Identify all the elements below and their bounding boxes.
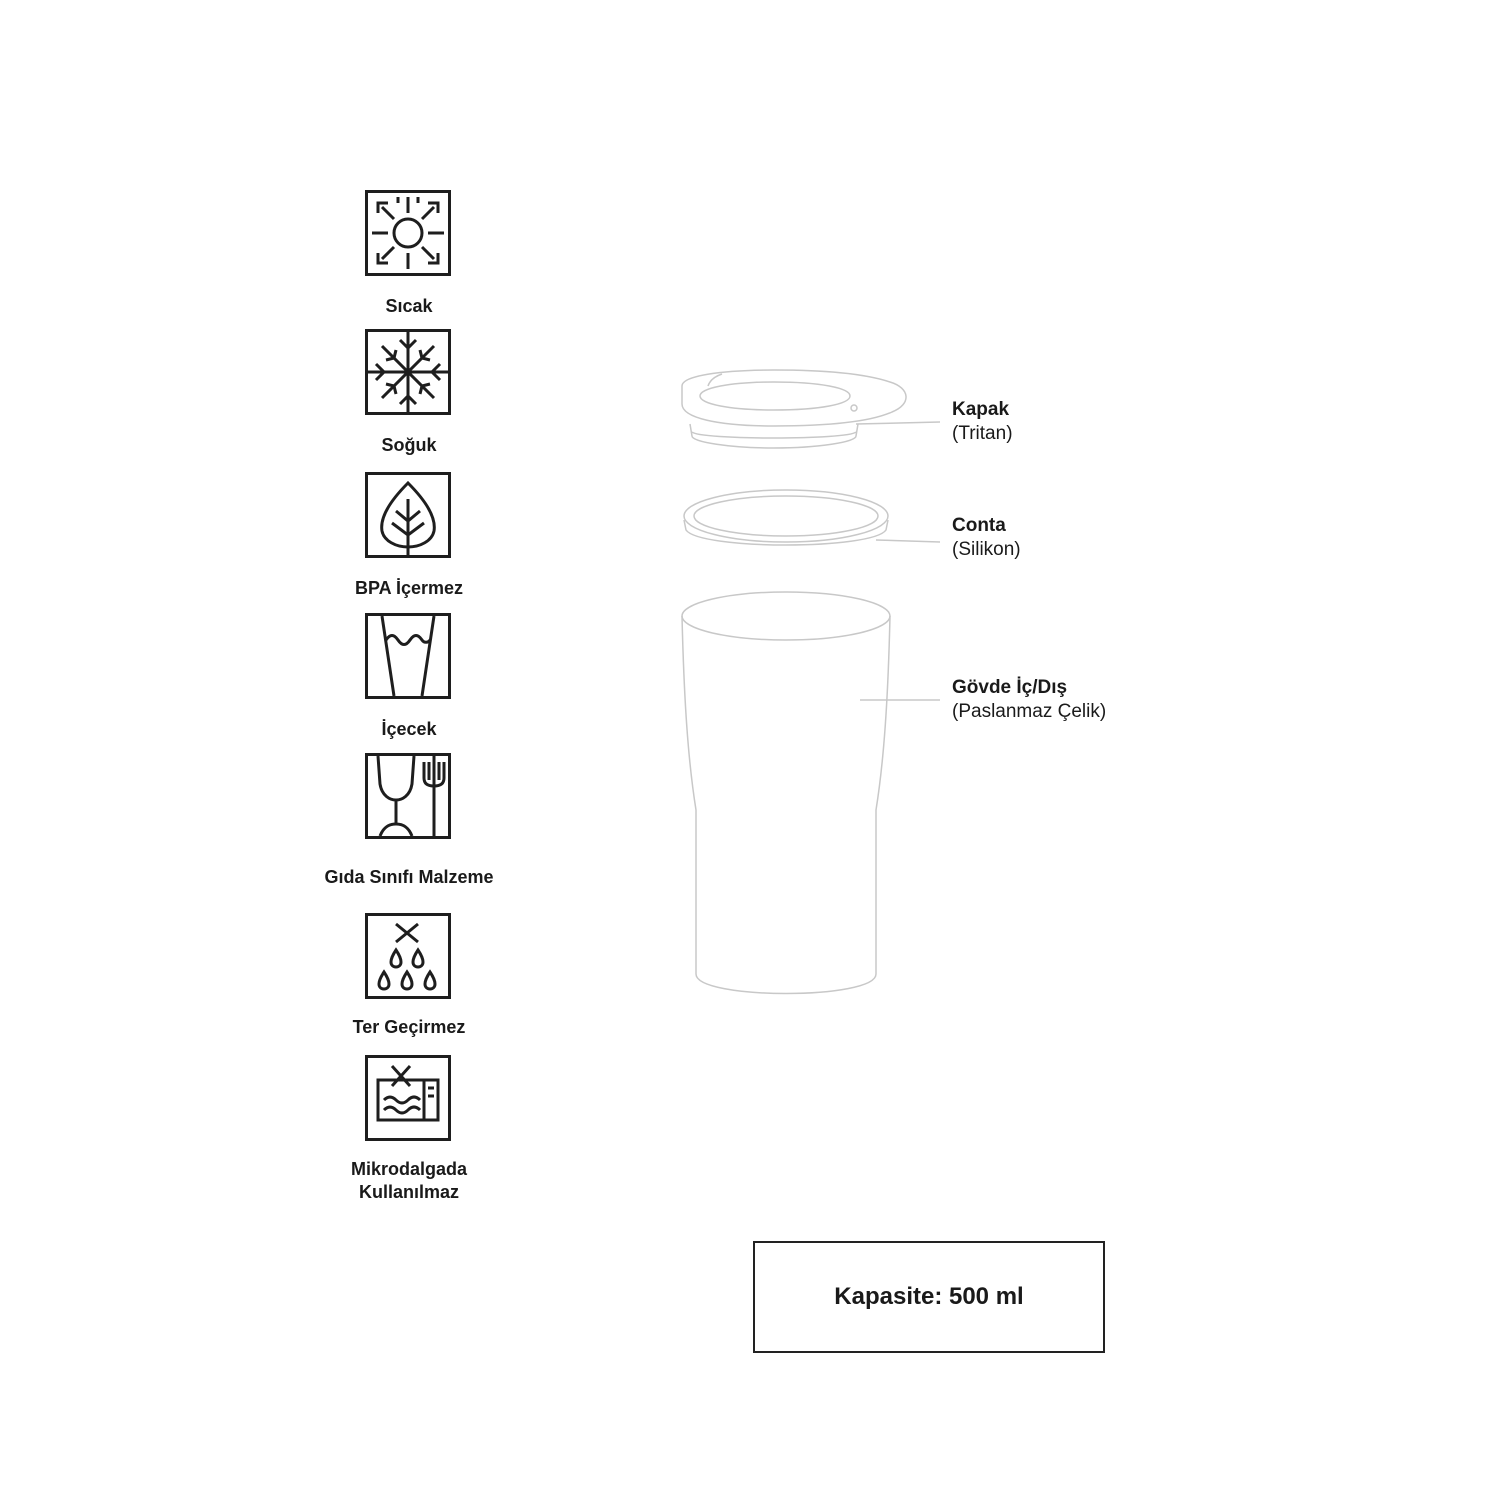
feature-label: Ter Geçirmez [352, 1017, 466, 1037]
snowflake-icon [365, 329, 451, 415]
lid-leader-line [856, 422, 940, 424]
part-label-lid [952, 398, 1013, 446]
part-name: Conta [952, 515, 1006, 536]
feature-label: Kullanılmaz [358, 1182, 460, 1202]
feature-label: Sıcak [385, 296, 433, 316]
glass-icon [365, 613, 451, 699]
part-material: (Silikon) [952, 539, 1021, 560]
sun-icon [365, 190, 451, 276]
part-label-gasket [952, 514, 1021, 562]
feature-label: Mikrodalgada [350, 1159, 468, 1179]
part-label-body [952, 676, 1106, 724]
part-name: Kapak [952, 399, 1010, 420]
wine-glass-fork-icon [365, 753, 451, 839]
feature-label: İçecek [381, 719, 437, 739]
gasket-drawing [684, 490, 888, 545]
capacity-box: Kapasite: 500 ml [753, 1241, 1105, 1353]
gasket-leader-line [876, 540, 940, 542]
feature-label: Soğuk [381, 435, 437, 455]
part-material: (Tritan) [952, 423, 1013, 444]
droplets-icon [365, 913, 451, 999]
leaf-icon [365, 472, 451, 558]
lid-drawing [682, 370, 906, 448]
feature-label: BPA İçermez [354, 578, 464, 598]
part-material: (Paslanmaz Çelik) [952, 701, 1107, 722]
microwave-icon [365, 1055, 451, 1141]
body-drawing [682, 592, 890, 994]
tumbler-exploded-diagram [660, 360, 940, 1060]
part-name: Gövde İç/Dış [952, 677, 1068, 698]
feature-label: Gıda Sınıfı Malzeme [324, 867, 494, 887]
